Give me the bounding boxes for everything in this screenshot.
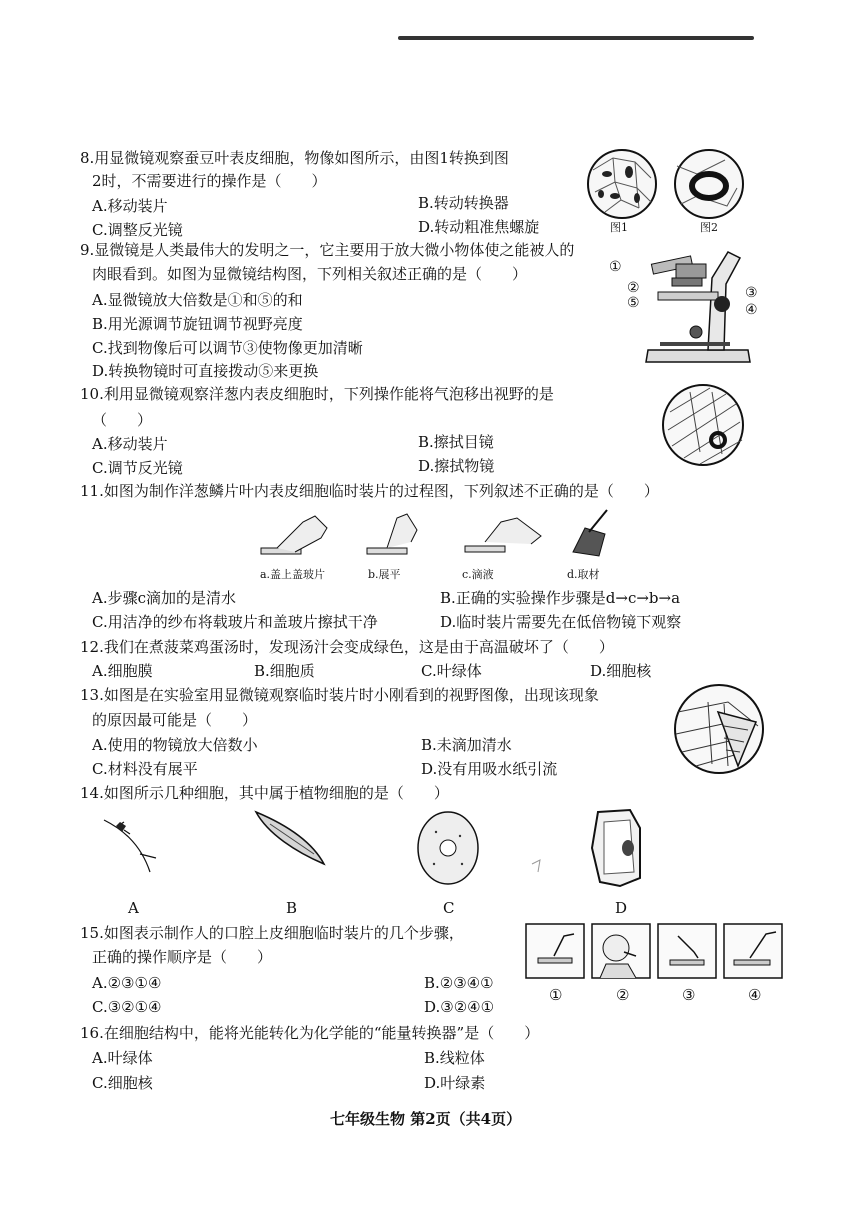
q9-option-c: C.找到物像后可以调节③使物像更加清晰 [92, 339, 363, 357]
q15-option-a: A.②③①④ [92, 974, 162, 992]
q9-marker-5: ⑤ [627, 295, 640, 311]
q11-option-b: B.正确的实验操作步骤是d→c→b→a [440, 589, 681, 607]
q9-stem-line1: 9.显微镜是人类最伟大的发明之一，它主要用于放大微小物体使之能被人的 [80, 241, 575, 259]
q16-option-a: A.叶绿体 [92, 1049, 153, 1067]
q15-option-c: C.③②①④ [92, 998, 162, 1016]
cell-b-image [256, 812, 324, 864]
cell-d-image [532, 810, 640, 886]
step-2-image [592, 924, 650, 978]
step-a-image [261, 516, 327, 554]
step-b-image [367, 514, 417, 554]
step-4-image [724, 924, 782, 978]
q8-fig2-label: 图2 [700, 221, 718, 234]
q15-step-label-3: ③ [682, 986, 696, 1004]
q11-stem: 11.如图为制作洋葱鳞片叶内表皮细胞临时装片的过程图，下列叙述不正确的是（ ） [80, 482, 659, 500]
page-footer: 七年级生物 第2页（共4页） [330, 1110, 522, 1128]
q15-stem-line1: 15.如图表示制作人的口腔上皮细胞临时装片的几个步骤， [80, 924, 464, 942]
q9-marker-2: ② [627, 280, 640, 296]
q8-option-a: A.移动装片 [92, 197, 168, 215]
q9-marker-1: ① [609, 259, 622, 275]
q10-stem-line2: （ ） [92, 411, 153, 429]
q11-steps-figure [255, 508, 615, 568]
q11-option-d: D.临时装片需要先在低倍物镜下观察 [440, 613, 682, 631]
q16-option-d: D.叶绿素 [424, 1074, 486, 1092]
q13-stem-line2: 的原因最可能是（ ） [92, 711, 258, 729]
q12-option-b: B.细胞质 [254, 662, 315, 680]
q10-option-a: A.移动装片 [92, 435, 168, 453]
q16-stem: 16.在细胞结构中，能将光能转化为化学能的“能量转换器”是（ ） [80, 1024, 540, 1042]
q11-caption-a: a.盖上盖玻片 [260, 568, 326, 581]
q8-option-b: B.转动转换器 [418, 194, 509, 212]
q14-label-b: B [286, 899, 298, 917]
q11-caption-b: b.展平 [368, 568, 401, 581]
q8-fig1-label: 图1 [610, 221, 628, 234]
step-d-image [573, 510, 607, 556]
q11-caption-c: c.滴液 [462, 568, 494, 581]
q12-option-d: D.细胞核 [590, 662, 652, 680]
q8-option-c: C.调整反光镜 [92, 221, 183, 239]
q15-step-label-4: ④ [748, 986, 762, 1004]
q15-option-b: B.②③④① [424, 974, 494, 992]
q8-option-d: D.转动粗准焦螺旋 [418, 218, 540, 236]
q15-option-d: D.③②④① [424, 998, 495, 1016]
q9-option-d: D.转换物镜时可直接拨动⑤来更换 [92, 362, 319, 380]
q15-steps-figure [524, 922, 786, 982]
q15-step-label-1: ① [549, 986, 563, 1004]
q14-stem: 14.如图所示几种细胞，其中属于植物细胞的是（ ） [80, 784, 449, 802]
q13-field-view-folded [668, 682, 770, 776]
q10-option-b: B.擦拭目镜 [418, 433, 494, 451]
q9-stem-line2: 肉眼看到。如图为显微镜结构图，下列相关叙述正确的是（ ） [92, 265, 528, 283]
q8-stem-line2: 2时，不需要进行的操作是（ ） [92, 172, 327, 190]
q9-marker-4: ④ [745, 302, 758, 318]
q8-stem-line1: 8.用显微镜观察蚕豆叶表皮细胞，物像如图所示，由图1转换到图 [80, 149, 509, 167]
scan-mark [398, 36, 754, 40]
q10-stem-line1: 10.利用显微镜观察洋葱内表皮细胞时，下列操作能将气泡移出视野的是 [80, 385, 554, 403]
step-3-image [658, 924, 716, 978]
q9-option-b: B.用光源调节旋钮调节视野亮度 [92, 315, 303, 333]
view-2-image [675, 150, 743, 218]
q13-option-d: D.没有用吸水纸引流 [421, 760, 558, 778]
q15-step-label-2: ② [616, 986, 630, 1004]
q15-stem-line2: 正确的操作顺序是（ ） [92, 948, 273, 966]
q14-cells-figure [100, 808, 660, 888]
q13-option-a: A.使用的物镜放大倍数小 [92, 736, 258, 754]
q14-label-c: C [443, 899, 455, 917]
step-c-image [465, 518, 541, 552]
q10-option-d: D.擦拭物镜 [418, 457, 495, 475]
q12-stem: 12.我们在煮菠菜鸡蛋汤时，发现汤汁会变成绿色，这是由于高温破坏了（ ） [80, 638, 614, 656]
q10-field-view-bubble [660, 382, 746, 468]
q10-option-c: C.调节反光镜 [92, 459, 183, 477]
q12-option-a: A.细胞膜 [92, 662, 153, 680]
q11-caption-d: d.取材 [567, 568, 600, 581]
step-1-image [526, 924, 584, 978]
cell-a-image [104, 820, 156, 872]
q12-option-c: C.叶绿体 [421, 662, 482, 680]
q16-option-c: C.细胞核 [92, 1074, 153, 1092]
q14-label-d: D [615, 899, 628, 917]
q13-stem-line1: 13.如图是在实验室用显微镜观察临时装片时小刚看到的视野图像，出现该现象 [80, 686, 599, 704]
q13-option-b: B.未滴加清水 [421, 736, 512, 754]
q9-marker-3: ③ [745, 285, 758, 301]
q13-option-c: C.材料没有展平 [92, 760, 198, 778]
q11-option-a: A.步骤c滴加的是清水 [92, 589, 237, 607]
q16-option-b: B.线粒体 [424, 1049, 485, 1067]
view-1-image [588, 150, 656, 218]
q11-option-c: C.用洁净的纱布将载玻片和盖玻片擦拭干净 [92, 613, 378, 631]
cell-c-image [418, 812, 478, 884]
q14-label-a: A [128, 899, 139, 917]
q9-option-a: A.显微镜放大倍数是①和⑤的和 [92, 291, 303, 309]
